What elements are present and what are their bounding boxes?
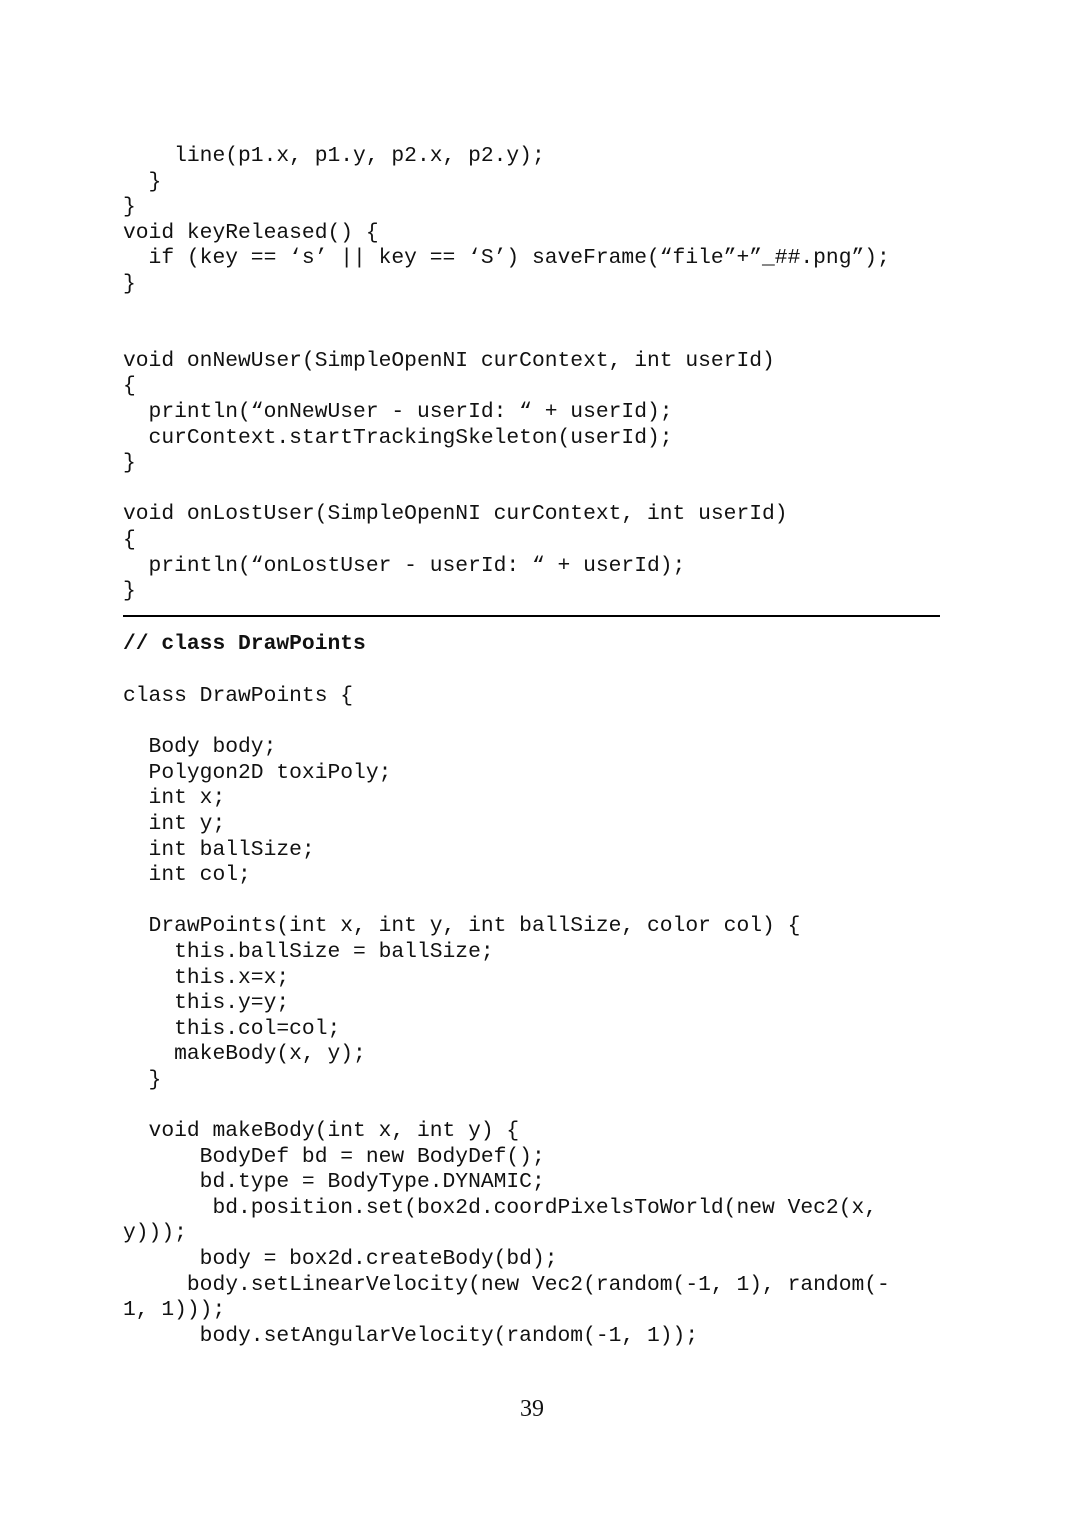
code-line: this.x=x; [123,965,290,990]
code-line: void onNewUser(SimpleOpenNI curContext, int userId) [123,348,775,373]
code-line [123,477,890,503]
code-line: println(“onNewUser - userId: “ + userId); [123,399,673,424]
section-heading: // class DrawPoints [123,632,366,656]
code-line: class DrawPoints { [123,684,354,708]
code-line: curContext.startTrackingSkeleton(userId); [123,425,673,450]
code-line: body.setAngularVelocity(random(-1, 1)); [123,1323,699,1348]
code-line [123,298,890,324]
section-divider [123,615,940,617]
code-line: println(“onLostUser - userId: “ + userId); [123,553,686,578]
code-line: this.col=col; [123,1016,341,1041]
code-line: { [123,527,136,552]
code-line: } [123,169,162,194]
code-line: BodyDef bd = new BodyDef(); [123,1144,545,1169]
code-line: if (key == ‘s’ || key == ‘S’) saveFrame(“file”+”_##.png”); [123,246,890,271]
code-line: bd.type = BodyType.DYNAMIC; [123,1170,545,1195]
code-line: } [123,195,136,220]
code-line: void makeBody(int x, int y) { [123,1119,520,1144]
code-line: } [123,271,136,296]
code-line [123,1094,890,1120]
code-line [123,889,890,915]
code-line: makeBody(x, y); [123,1042,366,1067]
code-listing-bottom [123,684,890,1349]
code-line: this.ballSize = ballSize; [123,939,494,964]
page-number: 39 [520,1396,544,1422]
code-line: int ballSize; [123,837,315,862]
code-line: } [123,451,136,476]
code-line: int col; [123,863,251,888]
code-line: { [123,374,136,399]
code-line: y))); [123,1221,187,1246]
code-line: body.setLinearVelocity(new Vec2(random(-1, 1), random(- [123,1272,890,1297]
code-line: Body body; [123,735,277,760]
code-line: } [123,1067,162,1092]
code-line: this.y=y; [123,991,290,1016]
code-line: void keyReleased() { [123,220,379,245]
code-line: int x; [123,786,226,811]
code-line: DrawPoints(int x, int y, int ballSize, color col) { [123,914,801,939]
code-line [123,323,890,349]
code-line: void onLostUser(SimpleOpenNI curContext, int userId) [123,502,788,527]
code-listing-top [123,144,890,605]
code-line: } [123,579,136,604]
code-line: Polygon2D toxiPoly; [123,760,392,785]
code-line: 1, 1))); [123,1298,226,1323]
code-line: int y; [123,811,226,836]
code-line: body = box2d.createBody(bd); [123,1247,558,1272]
code-line: line(p1.x, p1.y, p2.x, p2.y); [123,144,545,168]
code-line: bd.position.set(box2d.coordPixelsToWorld(new Vec2(x, [123,1195,878,1220]
code-line [123,710,890,736]
